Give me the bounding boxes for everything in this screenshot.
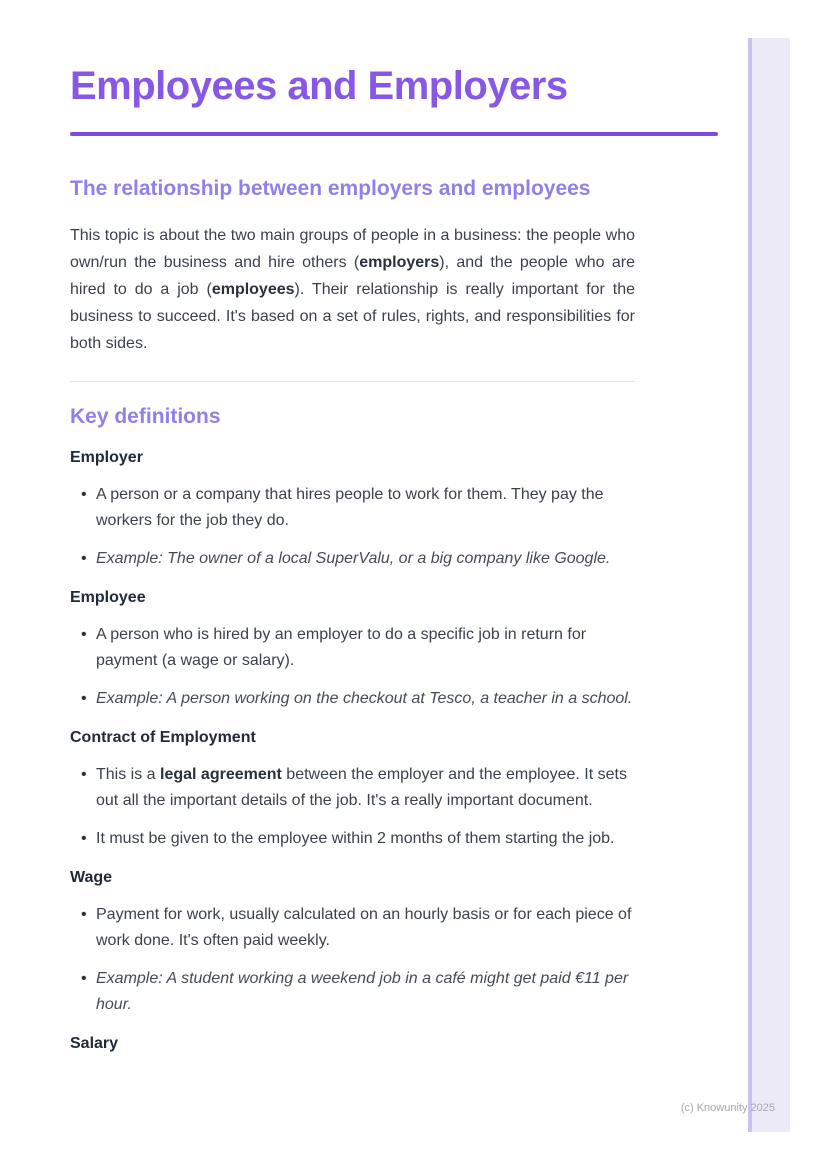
definition-term: Salary [70, 1035, 119, 1052]
bullet-text [96, 762, 635, 814]
intro-text: This topic is about the two main groups of people in a business: the people who own/run the business and hire others ( [70, 227, 635, 271]
bullet-item [70, 546, 635, 572]
definition-bullet-list [70, 622, 635, 712]
bullet-marker: • [81, 970, 87, 987]
bullet-text: Payment for work, usually calculated on an hourly basis or for each piece of work done. It's often paid weekly. [96, 906, 632, 949]
bullet-text: Example: The owner of a local SuperValu, or a big company like Google. [96, 550, 611, 567]
bullet-marker: • [81, 690, 87, 707]
definition-bullet-list [70, 762, 635, 852]
bullet-marker: • [81, 550, 87, 567]
definition-term: Contract of Employment [70, 729, 256, 746]
bullet-item [70, 762, 635, 814]
bullet-text: A person or a company that hires people to work for them. They pay the workers for the job they do. [96, 486, 604, 529]
definitions-list [70, 448, 718, 1054]
definition-term: Wage [70, 869, 113, 886]
right-accent-stripe [748, 38, 790, 1132]
bullet-text: A person who is hired by an employer to do a specific job in return for payment (a wage or salary). [96, 626, 587, 669]
intro-paragraph [70, 222, 635, 357]
definition-bullet-list [70, 902, 635, 1018]
section-divider [70, 381, 635, 382]
page-title: Employees and Employers [70, 64, 568, 108]
definition-term: Employee [70, 589, 146, 606]
intro-bold-text: employers [359, 254, 440, 271]
bullet-text: between the employer and the employee. It sets out all the important details of the job. It's a really important document. [96, 766, 627, 809]
footer-copyright: (c) Knowunity 2025 [680, 1102, 775, 1114]
bullet-text: This is a [96, 766, 161, 783]
bullet-marker: • [81, 486, 87, 503]
bullet-text [96, 482, 635, 534]
bullet-item [70, 686, 635, 712]
bullet-item [70, 622, 635, 674]
bullet-text [96, 686, 635, 712]
bullet-bold-text: legal agreement [160, 766, 282, 783]
bullet-text [96, 546, 635, 572]
bullet-marker: • [81, 766, 87, 783]
title-rule [70, 132, 718, 136]
bullet-text [96, 622, 635, 674]
bullet-text: Example: A student working a weekend job in a café might get paid €11 per hour. [96, 970, 629, 1013]
bullet-marker: • [81, 830, 87, 847]
bullet-item [70, 966, 635, 1018]
definition-bullet-list [70, 482, 635, 572]
section-heading-relationship: The relationship between employers and employees [70, 177, 591, 200]
intro-text: ). Their relationship is really important for the business to succeed. It's based on a set of rules, rights, and responsibilities for both sides. [70, 281, 636, 352]
bullet-marker: • [81, 626, 87, 643]
intro-text: ), and the people who are hired to do a job ( [70, 254, 635, 298]
section-heading-key-definitions: Key definitions [70, 405, 221, 428]
bullet-marker: • [81, 906, 87, 923]
bullet-text [96, 902, 635, 954]
bullet-text [96, 966, 635, 1018]
bullet-item [70, 902, 635, 954]
bullet-text: Example: A person working on the checkout at Tesco, a teacher in a school. [96, 690, 633, 707]
bullet-text: It must be given to the employee within 2 months of them starting the job. [96, 830, 615, 847]
intro-bold-text: employees [211, 281, 295, 298]
definition-term: Employer [70, 449, 143, 466]
bullet-text [96, 826, 635, 852]
bullet-item [70, 482, 635, 534]
bullet-item [70, 826, 635, 852]
